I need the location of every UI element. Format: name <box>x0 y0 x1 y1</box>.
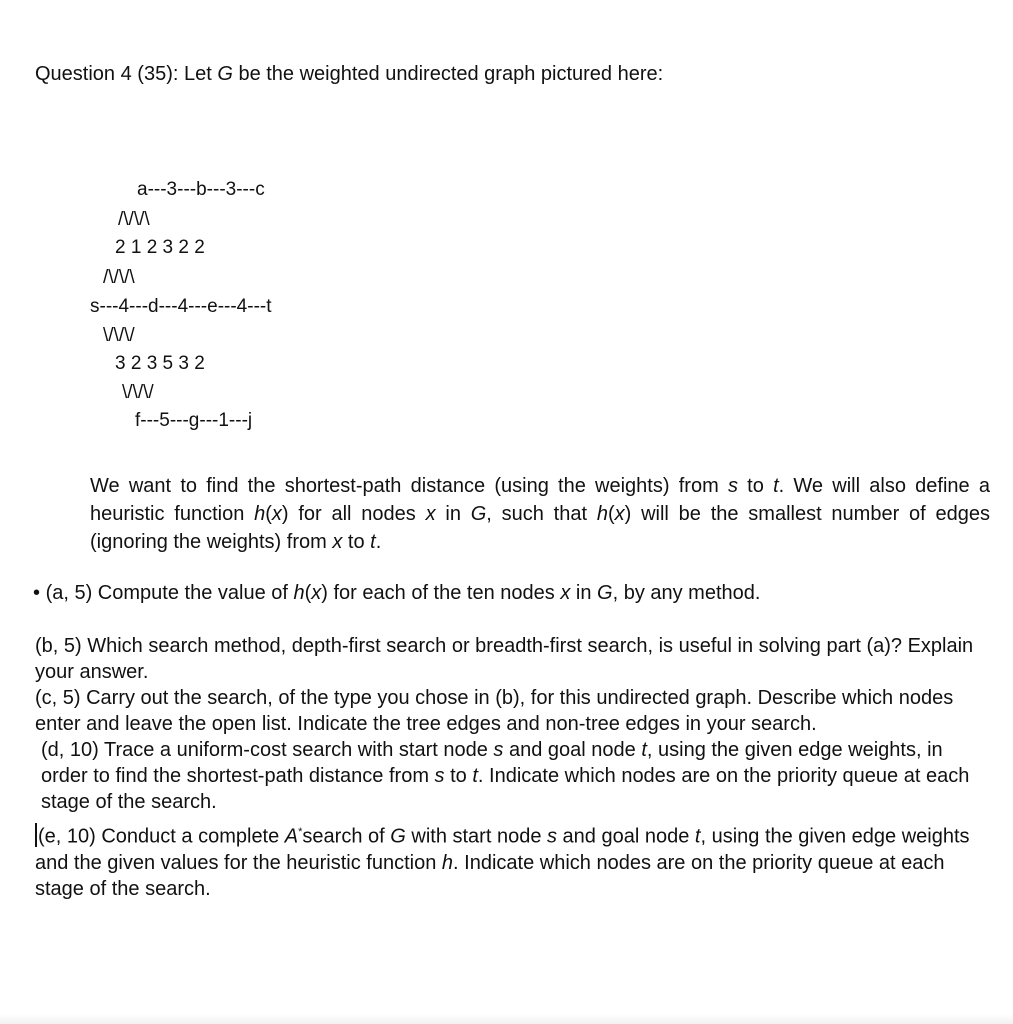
graph-line-bottom-nodes: f---5---g---1---j <box>135 410 253 431</box>
text-cursor-icon <box>35 823 37 847</box>
graph-ascii-diagram <box>0 0 400 440</box>
graph-line-edges-1: /\/\/\ <box>118 209 150 230</box>
question-parts <box>35 633 980 902</box>
part-b: (b, 5) Which search method, depth-first search or breadth-first search, is useful in solving part (a)? Explain your answer. <box>35 635 974 683</box>
graph-line-edges-4: \/\/\/ <box>122 382 154 403</box>
graph-line-edges-3: \/\/\/ <box>103 325 135 346</box>
graph-line-top-nodes: a---3---b---3---c <box>137 179 265 200</box>
part-e: (e, 10) Conduct a complete A*search of G with start node s and goal node t, using the given edge weights and the given values for the heuristic function h. Indicate which nodes are on the priority queue at each stage of the search. <box>35 819 980 902</box>
part-c: (c, 5) Carry out the search, of the type you chose in (b), for this undirected graph. Describe which nodes enter and leave the open list. Indicate the tree edges and non-tree edges in your search. <box>35 687 954 735</box>
part-a: • (a, 5) Compute the value of h(x) for each of the ten nodes x in G, by any method. <box>33 582 761 604</box>
graph-line-weights-1: 2 1 2 3 2 2 <box>115 237 205 258</box>
title-text-prefix: Question 4 (35): Let <box>35 63 218 85</box>
graph-line-weights-2: 3 2 3 5 3 2 <box>115 353 205 374</box>
page-bottom-edge <box>0 1014 1013 1024</box>
intro-paragraph: We want to find the shortest-path distance (using the weights) from s to t. We will also define a heuristic function h(x) for all nodes x in G, such that h(x) will be the smallest number of edges (ignoring the weights) from x to t. <box>90 475 990 553</box>
graph-line-middle-nodes: s---4---d---4---e---4---t <box>90 296 272 317</box>
title-text-suffix: be the weighted undirected graph pictured here: <box>232 63 664 85</box>
graph-line-edges-2: /\/\/\ <box>103 267 135 288</box>
part-d: (d, 10) Trace a uniform-cost search with start node s and goal node t, using the given edge weights, in order to find the shortest-path distance from s to t. Indicate which nodes are on the priority queue at each stage of the search. <box>41 739 970 813</box>
title-var-g: G <box>217 63 233 85</box>
bullet-icon: • <box>33 582 41 604</box>
